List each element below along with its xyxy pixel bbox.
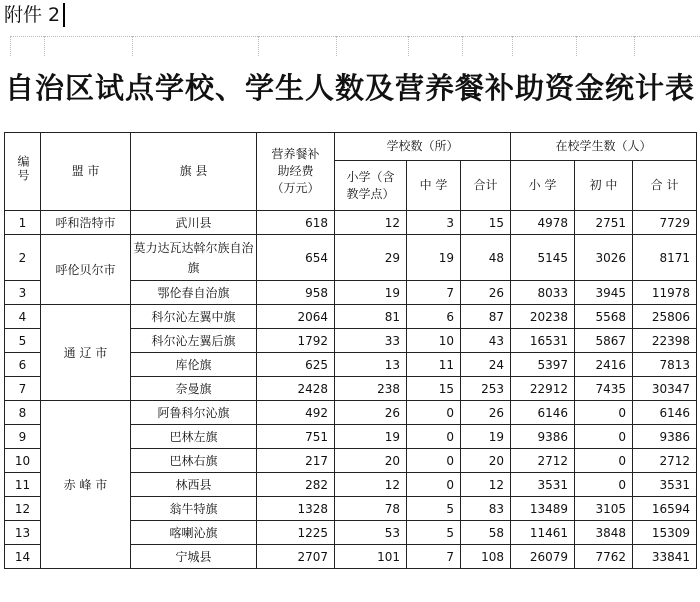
students-total-value: 16594	[633, 497, 697, 521]
schools-total-value: 19	[461, 425, 511, 449]
students-total-value: 30347	[633, 377, 697, 401]
county-name: 喀喇沁旗	[131, 521, 257, 545]
schools-total-value: 24	[461, 353, 511, 377]
group-name: 通 辽 市	[41, 305, 131, 401]
schools-middle-value: 3	[407, 211, 461, 235]
page-guide-line	[634, 36, 635, 56]
row-index: 3	[5, 281, 41, 305]
table-row	[5, 401, 697, 425]
funds-value: 625	[257, 353, 335, 377]
students-total-value: 2712	[633, 449, 697, 473]
county-name: 巴林左旗	[131, 425, 257, 449]
schools-primary-value: 29	[335, 235, 407, 281]
header-students-group-label: 在校学生数（人）	[555, 139, 652, 153]
header-banner-county	[131, 133, 257, 211]
students-junior-value: 5867	[575, 329, 633, 353]
page-guide-line	[408, 36, 409, 56]
schools-primary-value: 20	[335, 449, 407, 473]
county-name: 林西县	[131, 473, 257, 497]
county-name: 库伦旗	[131, 353, 257, 377]
table-row	[5, 235, 697, 281]
schools-total-value: 15	[461, 211, 511, 235]
students-junior-value: 7762	[575, 545, 633, 569]
table-row	[5, 305, 697, 329]
schools-total-value: 83	[461, 497, 511, 521]
funds-value: 1225	[257, 521, 335, 545]
schools-middle-value: 5	[407, 521, 461, 545]
students-primary-value: 26079	[511, 545, 575, 569]
schools-total-value: 58	[461, 521, 511, 545]
schools-total-value: 48	[461, 235, 511, 281]
header-students-total: 合 计	[633, 161, 697, 211]
funds-value: 2707	[257, 545, 335, 569]
schools-total-value: 26	[461, 281, 511, 305]
county-name: 鄂伦春自治旗	[131, 281, 257, 305]
row-index: 11	[5, 473, 41, 497]
header-funds	[257, 133, 335, 211]
students-junior-value: 3105	[575, 497, 633, 521]
header-funds-line: 营养餐补	[271, 147, 320, 161]
students-primary-value: 6146	[511, 401, 575, 425]
funds-value: 958	[257, 281, 335, 305]
students-total-value: 8171	[633, 235, 697, 281]
page-guide-line	[462, 36, 463, 56]
attachment-label	[4, 2, 65, 28]
schools-primary-value: 53	[335, 521, 407, 545]
schools-middle-value: 0	[407, 425, 461, 449]
students-total-value: 22398	[633, 329, 697, 353]
students-total-value: 33841	[633, 545, 697, 569]
header-students-primary: 小 学	[511, 161, 575, 211]
county-name: 科尔沁左翼中旗	[131, 305, 257, 329]
students-total-value: 9386	[633, 425, 697, 449]
row-index: 4	[5, 305, 41, 329]
group-name: 赤 峰 市	[41, 401, 131, 569]
page-guide-line	[44, 36, 45, 56]
header-schools-middle: 中 学	[407, 161, 461, 211]
county-name: 翁牛特旗	[131, 497, 257, 521]
header-funds-line: （万元）	[271, 181, 320, 195]
students-total-value: 11978	[633, 281, 697, 305]
row-index: 12	[5, 497, 41, 521]
funds-value: 217	[257, 449, 335, 473]
schools-total-value: 26	[461, 401, 511, 425]
students-primary-value: 2712	[511, 449, 575, 473]
group-name: 呼伦贝尔市	[41, 235, 131, 305]
schools-primary-value: 12	[335, 211, 407, 235]
students-primary-value: 11461	[511, 521, 575, 545]
students-total-value: 3531	[633, 473, 697, 497]
funds-value: 2428	[257, 377, 335, 401]
attachment-text: 附件	[4, 4, 43, 26]
county-name: 科尔沁左翼后旗	[131, 329, 257, 353]
schools-primary-value: 13	[335, 353, 407, 377]
students-junior-value: 3945	[575, 281, 633, 305]
funds-value: 492	[257, 401, 335, 425]
row-index: 5	[5, 329, 41, 353]
page-guide-line	[336, 36, 337, 56]
county-name: 巴林右旗	[131, 449, 257, 473]
students-primary-value: 22912	[511, 377, 575, 401]
page-guide-line	[258, 36, 259, 56]
row-index: 10	[5, 449, 41, 473]
schools-middle-value: 7	[407, 281, 461, 305]
schools-primary-value: 33	[335, 329, 407, 353]
header-schools-group	[335, 133, 511, 161]
county-name: 莫力达瓦达斡尔族自治旗	[131, 235, 257, 281]
students-primary-value: 9386	[511, 425, 575, 449]
students-primary-value: 20238	[511, 305, 575, 329]
students-primary-value: 4978	[511, 211, 575, 235]
students-primary-value: 16531	[511, 329, 575, 353]
county-name: 武川县	[131, 211, 257, 235]
students-total-value: 7813	[633, 353, 697, 377]
header-league-city-label: 盟 市	[71, 164, 100, 178]
row-index: 13	[5, 521, 41, 545]
students-primary-value: 3531	[511, 473, 575, 497]
page-title: 自治区试点学校、学生人数及营养餐补助资金统计表	[4, 71, 695, 105]
header-students-junior: 初 中	[575, 161, 633, 211]
row-index: 2	[5, 235, 41, 281]
students-primary-value: 5397	[511, 353, 575, 377]
students-junior-value: 7435	[575, 377, 633, 401]
page-guide-line	[10, 36, 11, 56]
schools-total-value: 253	[461, 377, 511, 401]
schools-middle-value: 5	[407, 497, 461, 521]
funds-value: 1328	[257, 497, 335, 521]
row-index: 9	[5, 425, 41, 449]
students-junior-value: 2751	[575, 211, 633, 235]
funds-value: 282	[257, 473, 335, 497]
schools-middle-value: 0	[407, 449, 461, 473]
schools-primary-value: 12	[335, 473, 407, 497]
row-index: 6	[5, 353, 41, 377]
students-junior-value: 3026	[575, 235, 633, 281]
header-banner-county-label: 旗 县	[179, 164, 208, 178]
students-junior-value: 0	[575, 449, 633, 473]
header-league-city	[41, 133, 131, 211]
schools-total-value: 108	[461, 545, 511, 569]
schools-primary-value: 78	[335, 497, 407, 521]
students-junior-value: 0	[575, 425, 633, 449]
schools-middle-value: 19	[407, 235, 461, 281]
county-name: 宁城县	[131, 545, 257, 569]
schools-total-value: 87	[461, 305, 511, 329]
schools-middle-value: 6	[407, 305, 461, 329]
funds-value: 1792	[257, 329, 335, 353]
page-guide-line	[512, 36, 513, 56]
header-students-group	[511, 133, 697, 161]
students-junior-value: 0	[575, 473, 633, 497]
header-schools-primary-line: 教学点）	[346, 186, 395, 201]
schools-primary-value: 238	[335, 377, 407, 401]
header-schools-group-label: 学校数（所）	[386, 139, 459, 153]
schools-primary-value: 101	[335, 545, 407, 569]
page-guide-line	[132, 36, 133, 56]
schools-total-value: 43	[461, 329, 511, 353]
header-index	[5, 133, 41, 211]
students-total-value: 15309	[633, 521, 697, 545]
header-schools-primary	[335, 161, 407, 211]
students-primary-value: 8033	[511, 281, 575, 305]
county-name: 奈曼旗	[131, 377, 257, 401]
schools-middle-value: 0	[407, 401, 461, 425]
schools-middle-value: 15	[407, 377, 461, 401]
students-total-value: 6146	[633, 401, 697, 425]
schools-middle-value: 7	[407, 545, 461, 569]
funds-value: 751	[257, 425, 335, 449]
page-guide-line	[10, 36, 700, 37]
funds-value: 654	[257, 235, 335, 281]
schools-total-value: 12	[461, 473, 511, 497]
schools-middle-value: 0	[407, 473, 461, 497]
schools-primary-value: 19	[335, 425, 407, 449]
schools-middle-value: 10	[407, 329, 461, 353]
students-junior-value: 0	[575, 401, 633, 425]
schools-primary-value: 81	[335, 305, 407, 329]
schools-primary-value: 19	[335, 281, 407, 305]
row-index: 14	[5, 545, 41, 569]
students-primary-value: 13489	[511, 497, 575, 521]
students-primary-value: 5145	[511, 235, 575, 281]
students-junior-value: 2416	[575, 353, 633, 377]
header-index-label: 编号	[16, 155, 30, 183]
funds-value: 2064	[257, 305, 335, 329]
students-total-value: 25806	[633, 305, 697, 329]
students-junior-value: 3848	[575, 521, 633, 545]
students-total-value: 7729	[633, 211, 697, 235]
header-funds-line: 助经费	[277, 164, 314, 178]
schools-middle-value: 11	[407, 353, 461, 377]
text-cursor	[63, 3, 65, 27]
schools-total-value: 20	[461, 449, 511, 473]
header-schools-total: 合计	[461, 161, 511, 211]
students-junior-value: 5568	[575, 305, 633, 329]
header-schools-primary-line: 小学（含	[346, 169, 395, 184]
attachment-number: 2	[48, 4, 61, 26]
table-row	[5, 211, 697, 235]
page-guide-line	[576, 36, 577, 56]
funds-value: 618	[257, 211, 335, 235]
schools-primary-value: 26	[335, 401, 407, 425]
county-name: 阿鲁科尔沁旗	[131, 401, 257, 425]
row-index: 1	[5, 211, 41, 235]
group-name: 呼和浩特市	[41, 211, 131, 235]
row-index: 8	[5, 401, 41, 425]
row-index: 7	[5, 377, 41, 401]
statistics-table	[4, 132, 697, 569]
